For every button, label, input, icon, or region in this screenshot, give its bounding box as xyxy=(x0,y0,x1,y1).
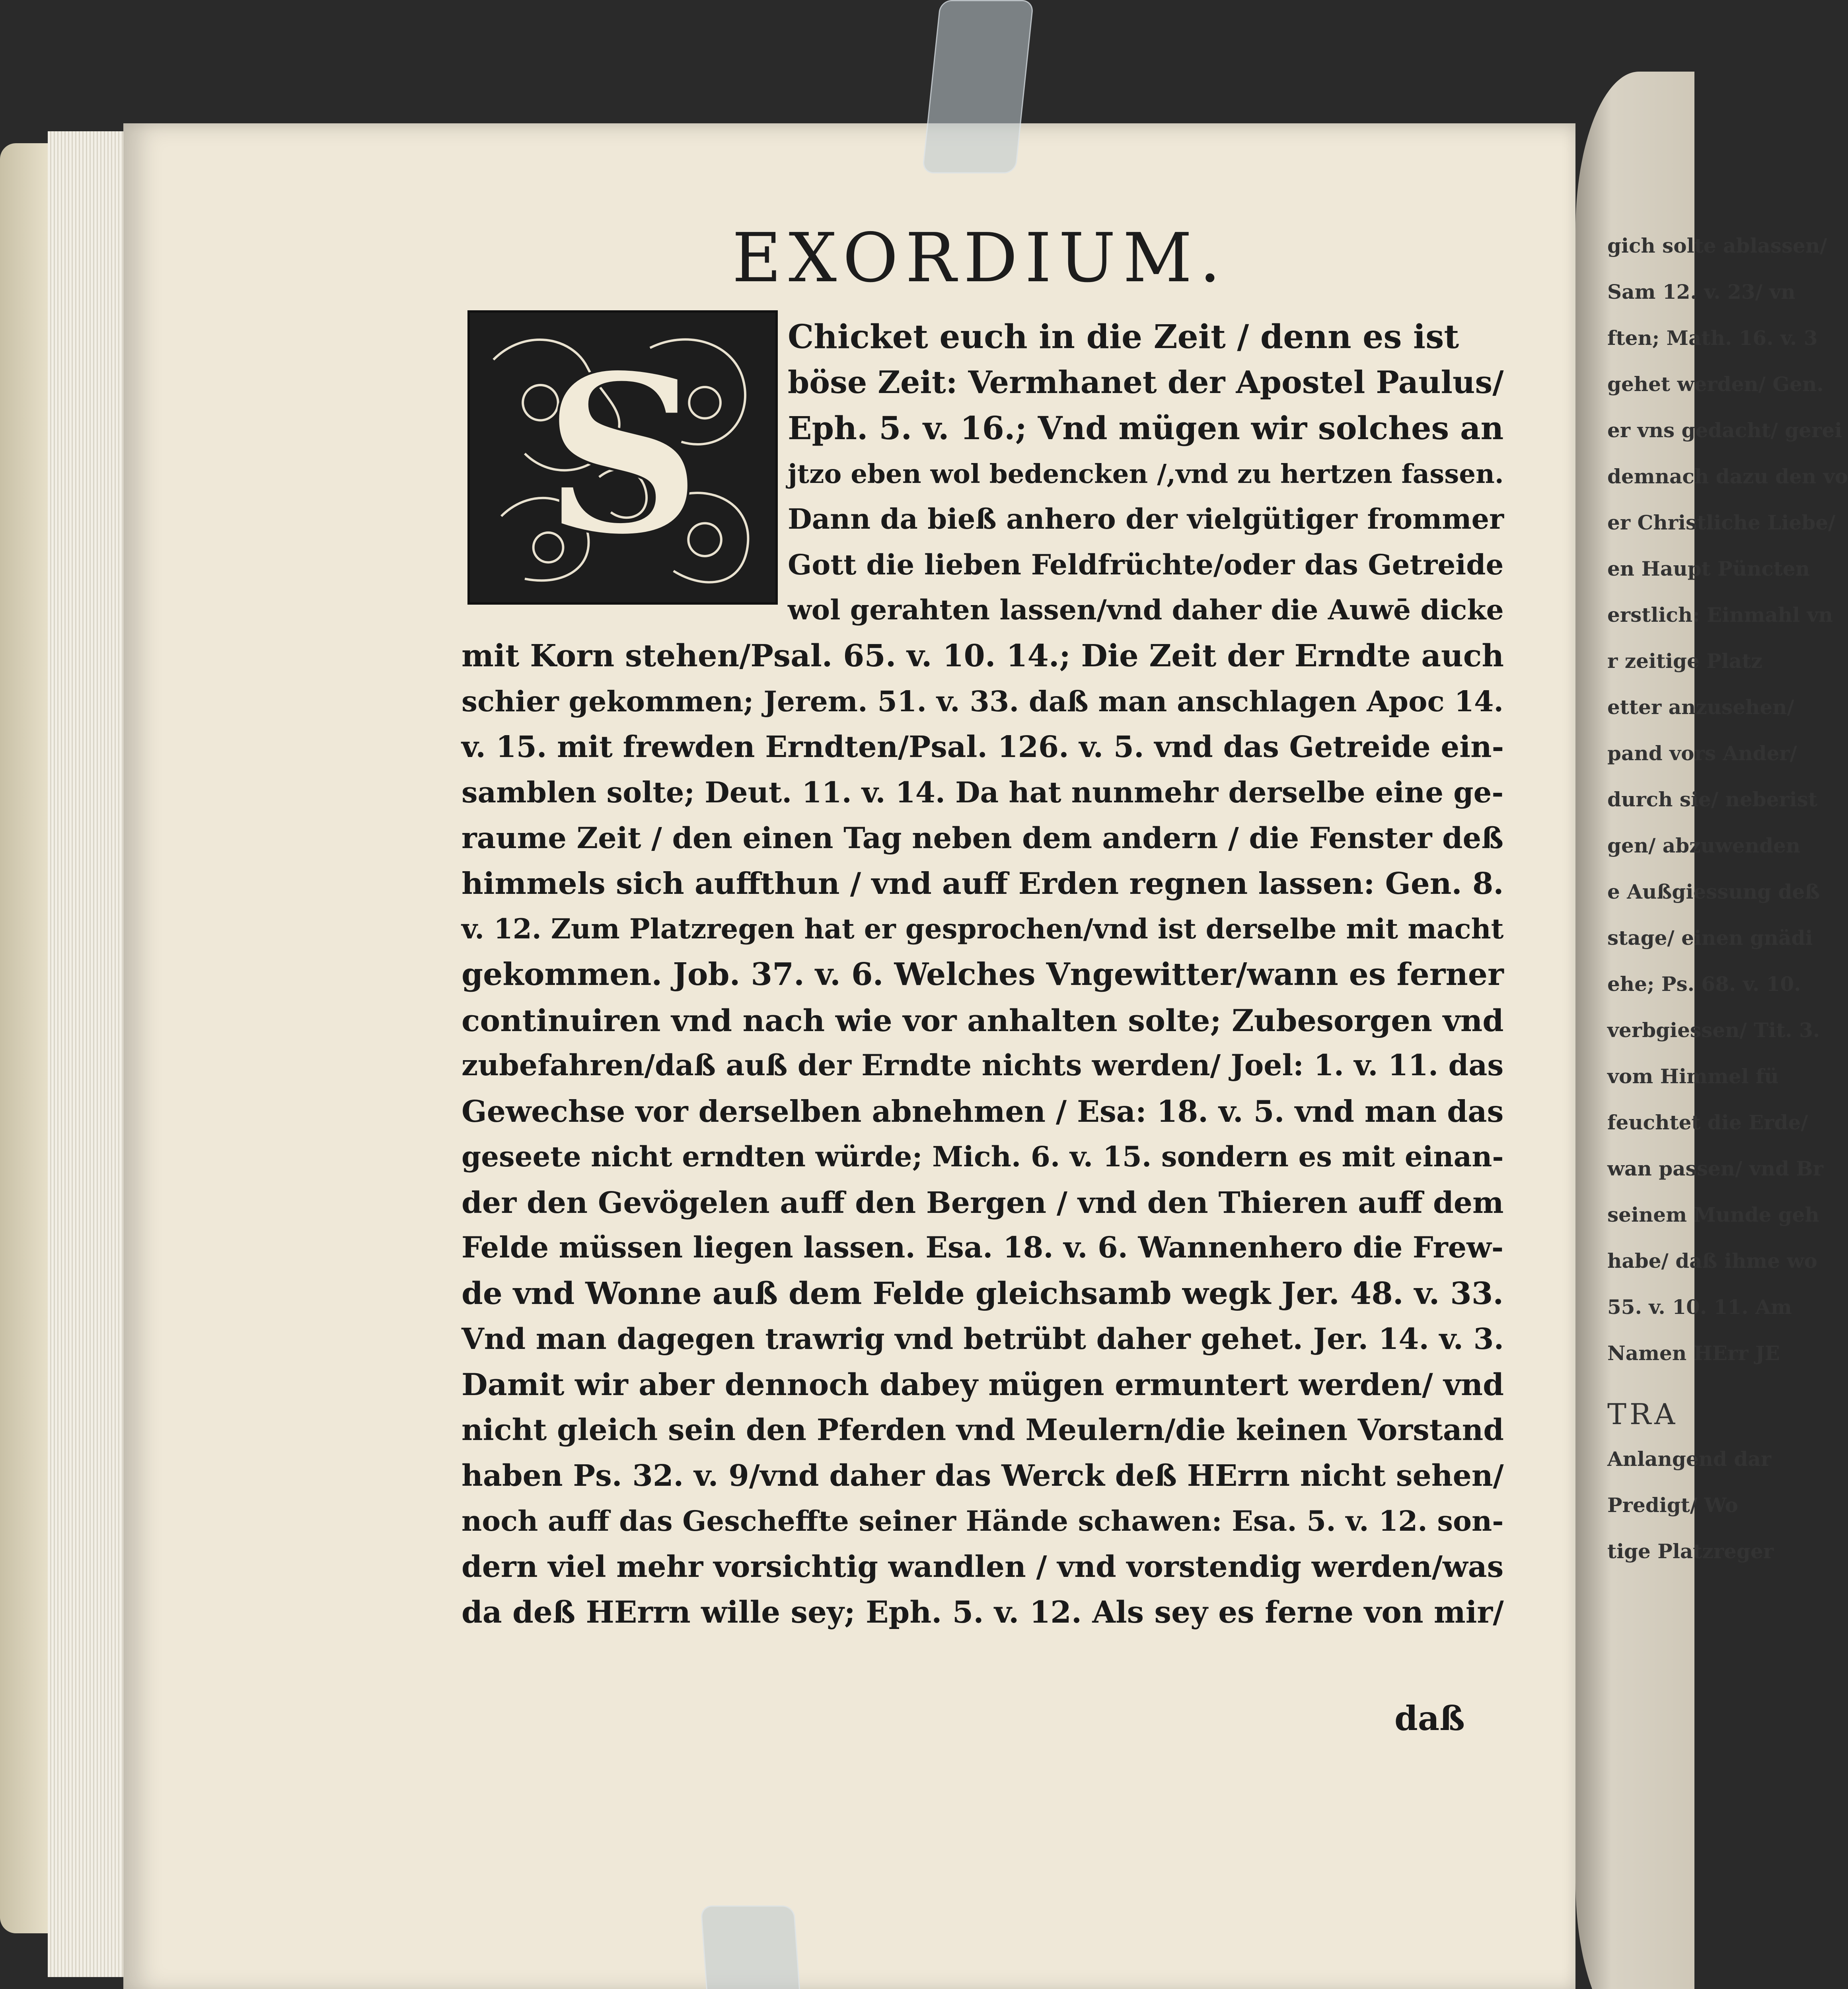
facing-line: e Außgiessung deß xyxy=(1607,880,1820,903)
facing-line: ften; Math. 16. v. 3 xyxy=(1607,326,1818,350)
facing-line: stage/ einen gnädi xyxy=(1607,926,1813,950)
text-line: Damit wir aber dennoch dabey mügen ermuntert werden/ vnd xyxy=(462,1366,1504,1402)
facing-line: seinem Munde geh xyxy=(1607,1203,1819,1226)
text-line: Gewechse vor derselben abnehmen / Esa: 18. v. 5. vnd man das xyxy=(462,1094,1504,1129)
text-line: Dann da bieß anhero der vielgütiger frommer xyxy=(788,502,1504,535)
text-line: zubefahren/daß auß der Erndte nichts werden/ Joel: 1. v. 11. das xyxy=(462,1049,1504,1082)
facing-line: Predigt/ Wo xyxy=(1607,1493,1738,1517)
facing-line: feuchtet die Erde/ xyxy=(1607,1111,1808,1134)
facing-line: er vns gedacht/ gerei xyxy=(1607,418,1842,442)
text-line: wol gerahten lassen/vnd daher die Auwē dicke xyxy=(788,594,1504,626)
text-line: da deß HErrn wille sey; Eph. 5. v. 12. Als sey es ferne von mir/ xyxy=(462,1594,1504,1630)
text-line: samblen solte; Deut. 11. v. 14. Da hat nunmehr derselbe eine ge- xyxy=(462,775,1504,809)
facing-section-heading: TRA xyxy=(1607,1397,1679,1431)
facing-line: 55. v. 10. 11. Am xyxy=(1607,1295,1792,1319)
facing-line: habe/ daß ihme wo xyxy=(1607,1249,1817,1273)
drop-cap-letter: S xyxy=(543,326,702,584)
facing-page xyxy=(1575,72,1848,1989)
text-line: Gott die lieben Feldfrüchte/oder das Getreide xyxy=(788,548,1504,581)
text-line: Felde müssen liegen lassen. Esa. 18. v. 6. Wannenhero die Frew- xyxy=(462,1231,1504,1265)
facing-line: demnach dazu den vo xyxy=(1607,465,1848,488)
text-line: raume Zeit / den einen Tag neben dem andern / die Fenster deß xyxy=(462,821,1503,855)
text-line: geseete nicht erndten würde; Mich. 6. v. 15. sondern es mit einan- xyxy=(462,1140,1504,1173)
facing-line: durch sie/ neberist xyxy=(1607,788,1818,811)
text-line: Vnd man dagegen trawrig vnd betrübt daher gehet. Jer. 14. v. 3. xyxy=(462,1322,1504,1356)
text-line: der den Gevögelen auff den Bergen / vnd den Thieren auff dem xyxy=(462,1185,1504,1220)
facing-line: en Haupt Püncten xyxy=(1607,557,1810,580)
facing-line: erstlich: Einmahl vn xyxy=(1607,603,1833,627)
facing-line: etter anzusehen/ xyxy=(1607,695,1794,719)
text-line: mit Korn stehen/Psal. 65. v. 10. 14.; Die Zeit der Erndte auch xyxy=(462,638,1504,674)
catchword: daß xyxy=(1394,1699,1465,1738)
facing-line: ehe; Ps. 68. v. 10. xyxy=(1607,972,1801,996)
text-line: gekommen. Job. 37. v. 6. Welches Vngewitter/wann es ferner xyxy=(462,956,1504,993)
text-line: noch auff das Gescheffte seiner Hände schawen: Esa. 5. v. 12. son- xyxy=(462,1504,1504,1537)
text-line: dern viel mehr vorsichtig wandlen / vnd vorstendig werden/was xyxy=(462,1549,1504,1584)
facing-line: Namen HErr JE xyxy=(1607,1341,1780,1365)
facing-line: gehet werden/ Gen. xyxy=(1607,372,1824,396)
text-line: Eph. 5. v. 16.; Vnd mügen wir solches an xyxy=(788,409,1504,447)
text-line: haben Ps. 32. v. 9/vnd daher das Werck deß HErrn nicht sehen/ xyxy=(462,1458,1504,1493)
page-heading: EXORDIUM. xyxy=(732,219,1228,298)
page-clip-bottom xyxy=(700,1905,810,1989)
facing-line: er Christliche Liebe/ xyxy=(1607,511,1836,534)
text-line: v. 12. Zum Platzregen hat er gesprochen/vnd ist derselbe mit macht xyxy=(462,913,1504,945)
text-line: v. 15. mit frewden Erndten/Psal. 126. v. 5. vnd das Getreide ein- xyxy=(462,730,1504,764)
text-line: continuiren vnd nach wie vor anhalten solte; Zubesorgen vnd xyxy=(462,1002,1504,1038)
facing-page-text xyxy=(1607,223,1848,1574)
facing-line: verbgiessen/ Tit. 3. xyxy=(1607,1018,1820,1042)
facing-line: wan passen/ vnd Br xyxy=(1607,1157,1824,1180)
text-line: jtzo eben wol bedencken /,vnd zu hertzen fassen. xyxy=(788,458,1504,489)
facing-line: gich solte ablassen/ xyxy=(1607,234,1827,257)
page-edges xyxy=(48,131,131,1977)
text-line: nicht gleich sein den Pferden vnd Meulern/die keinen Vorstand xyxy=(462,1413,1504,1447)
facing-line: Anlangend dar xyxy=(1607,1447,1772,1471)
text-line: böse Zeit: Vermhanet der Apostel Paulus/ xyxy=(788,364,1504,401)
page-clip-top xyxy=(922,0,1034,173)
facing-line: gen/ abzuwenden xyxy=(1607,834,1801,857)
facing-line: r zeitige Platz xyxy=(1607,649,1762,673)
facing-line: Sam 12. v. 23/ vn xyxy=(1607,280,1795,304)
text-line: Chicket euch in die Zeit / denn es ist xyxy=(788,318,1459,356)
body-text xyxy=(462,314,1504,1635)
text-line: schier gekommen; Jerem. 51. v. 33. daß man anschlagen Apoc 14. xyxy=(462,685,1504,718)
facing-line: pand vors Ander/ xyxy=(1607,741,1797,765)
facing-line: vom Himmel fü xyxy=(1607,1065,1779,1088)
text-line: himmels sich auffthun / vnd auff Erden regnen lassen: Gen. 8. xyxy=(462,866,1504,901)
facing-line: tige Platzreger xyxy=(1607,1539,1774,1563)
text-line: de vnd Wonne auß dem Felde gleichsamb wegk Jer. 48. v. 33. xyxy=(462,1275,1504,1312)
